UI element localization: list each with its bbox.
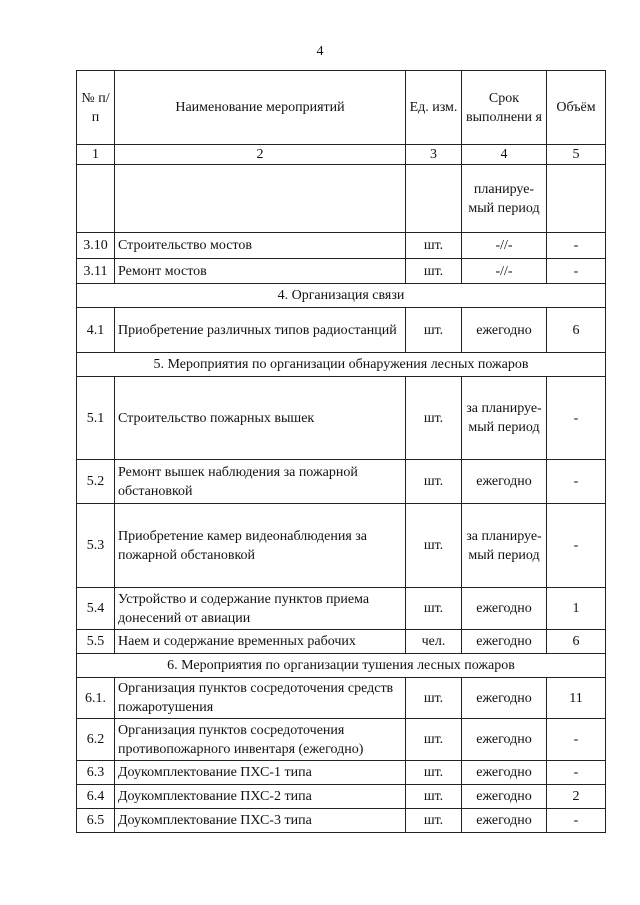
header-name: Наименование мероприятий [115,71,406,145]
row-term: ежегодно [462,719,547,761]
row-num: 4.1 [77,308,115,353]
table-row [77,233,606,259]
row-unit: шт. [406,377,462,460]
row-name: Строительство мостов [115,233,406,259]
row-num: 6.5 [77,809,115,833]
row-name: Ремонт вышек наблюдения за пожарной обстановкой [115,460,406,504]
table-row [77,809,606,833]
section-title: 6. Мероприятия по организации тушения лесных пожаров [77,654,606,678]
table-row [77,630,606,654]
row-name: Устройство и содержание пунктов приема донесений от авиации [115,588,406,630]
column-number: 1 [77,145,115,165]
row-num: 3.11 [77,259,115,284]
row-volume [547,165,606,233]
section-row [77,654,606,678]
row-name: Приобретение различных типов радиостанций [115,308,406,353]
row-volume: - [547,233,606,259]
row-volume: - [547,761,606,785]
row-unit: шт. [406,504,462,588]
row-num: 5.5 [77,630,115,654]
row-volume: - [547,259,606,284]
row-num: 5.2 [77,460,115,504]
row-term: планируе-мый период [462,165,547,233]
row-name: Приобретение камер видеонаблюдения за пожарной обстановкой [115,504,406,588]
row-term: -//- [462,233,547,259]
measures-table [76,70,606,833]
row-term: ежегодно [462,785,547,809]
row-term: ежегодно [462,761,547,785]
row-term: за планируе-мый период [462,504,547,588]
row-unit: шт. [406,588,462,630]
header-num: № п/п [77,71,115,145]
row-name: Доукомплектование ПХС-1 типа [115,761,406,785]
table-row [77,504,606,588]
row-term: ежегодно [462,460,547,504]
table-row [77,785,606,809]
row-num: 5.1 [77,377,115,460]
row-unit: шт. [406,308,462,353]
row-volume: 2 [547,785,606,809]
section-row [77,284,606,308]
row-unit: шт. [406,719,462,761]
section-row [77,353,606,377]
column-number: 3 [406,145,462,165]
column-number: 5 [547,145,606,165]
row-volume: - [547,460,606,504]
row-num: 5.3 [77,504,115,588]
row-num: 6.4 [77,785,115,809]
row-volume: 6 [547,630,606,654]
row-volume: - [547,809,606,833]
row-unit: шт. [406,785,462,809]
row-term: ежегодно [462,588,547,630]
row-name: Организация пунктов сосредоточения противопожарного инвентаря (ежегодно) [115,719,406,761]
table-row [77,719,606,761]
row-unit [406,165,462,233]
column-number: 4 [462,145,547,165]
row-num: 5.4 [77,588,115,630]
table-row [77,165,606,233]
row-unit: шт. [406,460,462,504]
header-volume: Объём [547,71,606,145]
table-row [77,588,606,630]
table-row [77,259,606,284]
table-row [77,460,606,504]
section-title: 5. Мероприятия по организации обнаружения лесных пожаров [77,353,606,377]
row-num: 6.3 [77,761,115,785]
header-unit: Ед. изм. [406,71,462,145]
row-term: -//- [462,259,547,284]
row-num: 6.2 [77,719,115,761]
table-row [77,761,606,785]
row-volume: 6 [547,308,606,353]
column-numbers-row [77,145,606,165]
row-unit: шт. [406,259,462,284]
row-volume: 11 [547,678,606,719]
table-row [77,678,606,719]
row-name: Строительство пожарных вышек [115,377,406,460]
row-unit: шт. [406,678,462,719]
row-num [77,165,115,233]
row-name [115,165,406,233]
row-term: ежегодно [462,308,547,353]
row-unit: шт. [406,761,462,785]
row-term: ежегодно [462,630,547,654]
header-term: Срок выполнени я [462,71,547,145]
row-num: 6.1. [77,678,115,719]
row-name: Доукомплектование ПХС-2 типа [115,785,406,809]
table-row [77,377,606,460]
table-header-row [77,71,606,145]
page-number: 4 [316,44,324,59]
row-term: ежегодно [462,678,547,719]
row-term: ежегодно [462,809,547,833]
row-name: Организация пунктов сосредоточения средств пожаротушения [115,678,406,719]
row-unit: чел. [406,630,462,654]
column-number: 2 [115,145,406,165]
row-name: Наем и содержание временных рабочих [115,630,406,654]
section-title: 4. Организация связи [77,284,606,308]
row-term: за планируе-мый период [462,377,547,460]
row-num: 3.10 [77,233,115,259]
row-unit: шт. [406,233,462,259]
table-row [77,308,606,353]
row-volume: - [547,377,606,460]
row-volume: - [547,504,606,588]
row-volume: 1 [547,588,606,630]
row-name: Доукомплектование ПХС-3 типа [115,809,406,833]
row-name: Ремонт мостов [115,259,406,284]
row-volume: - [547,719,606,761]
row-unit: шт. [406,809,462,833]
